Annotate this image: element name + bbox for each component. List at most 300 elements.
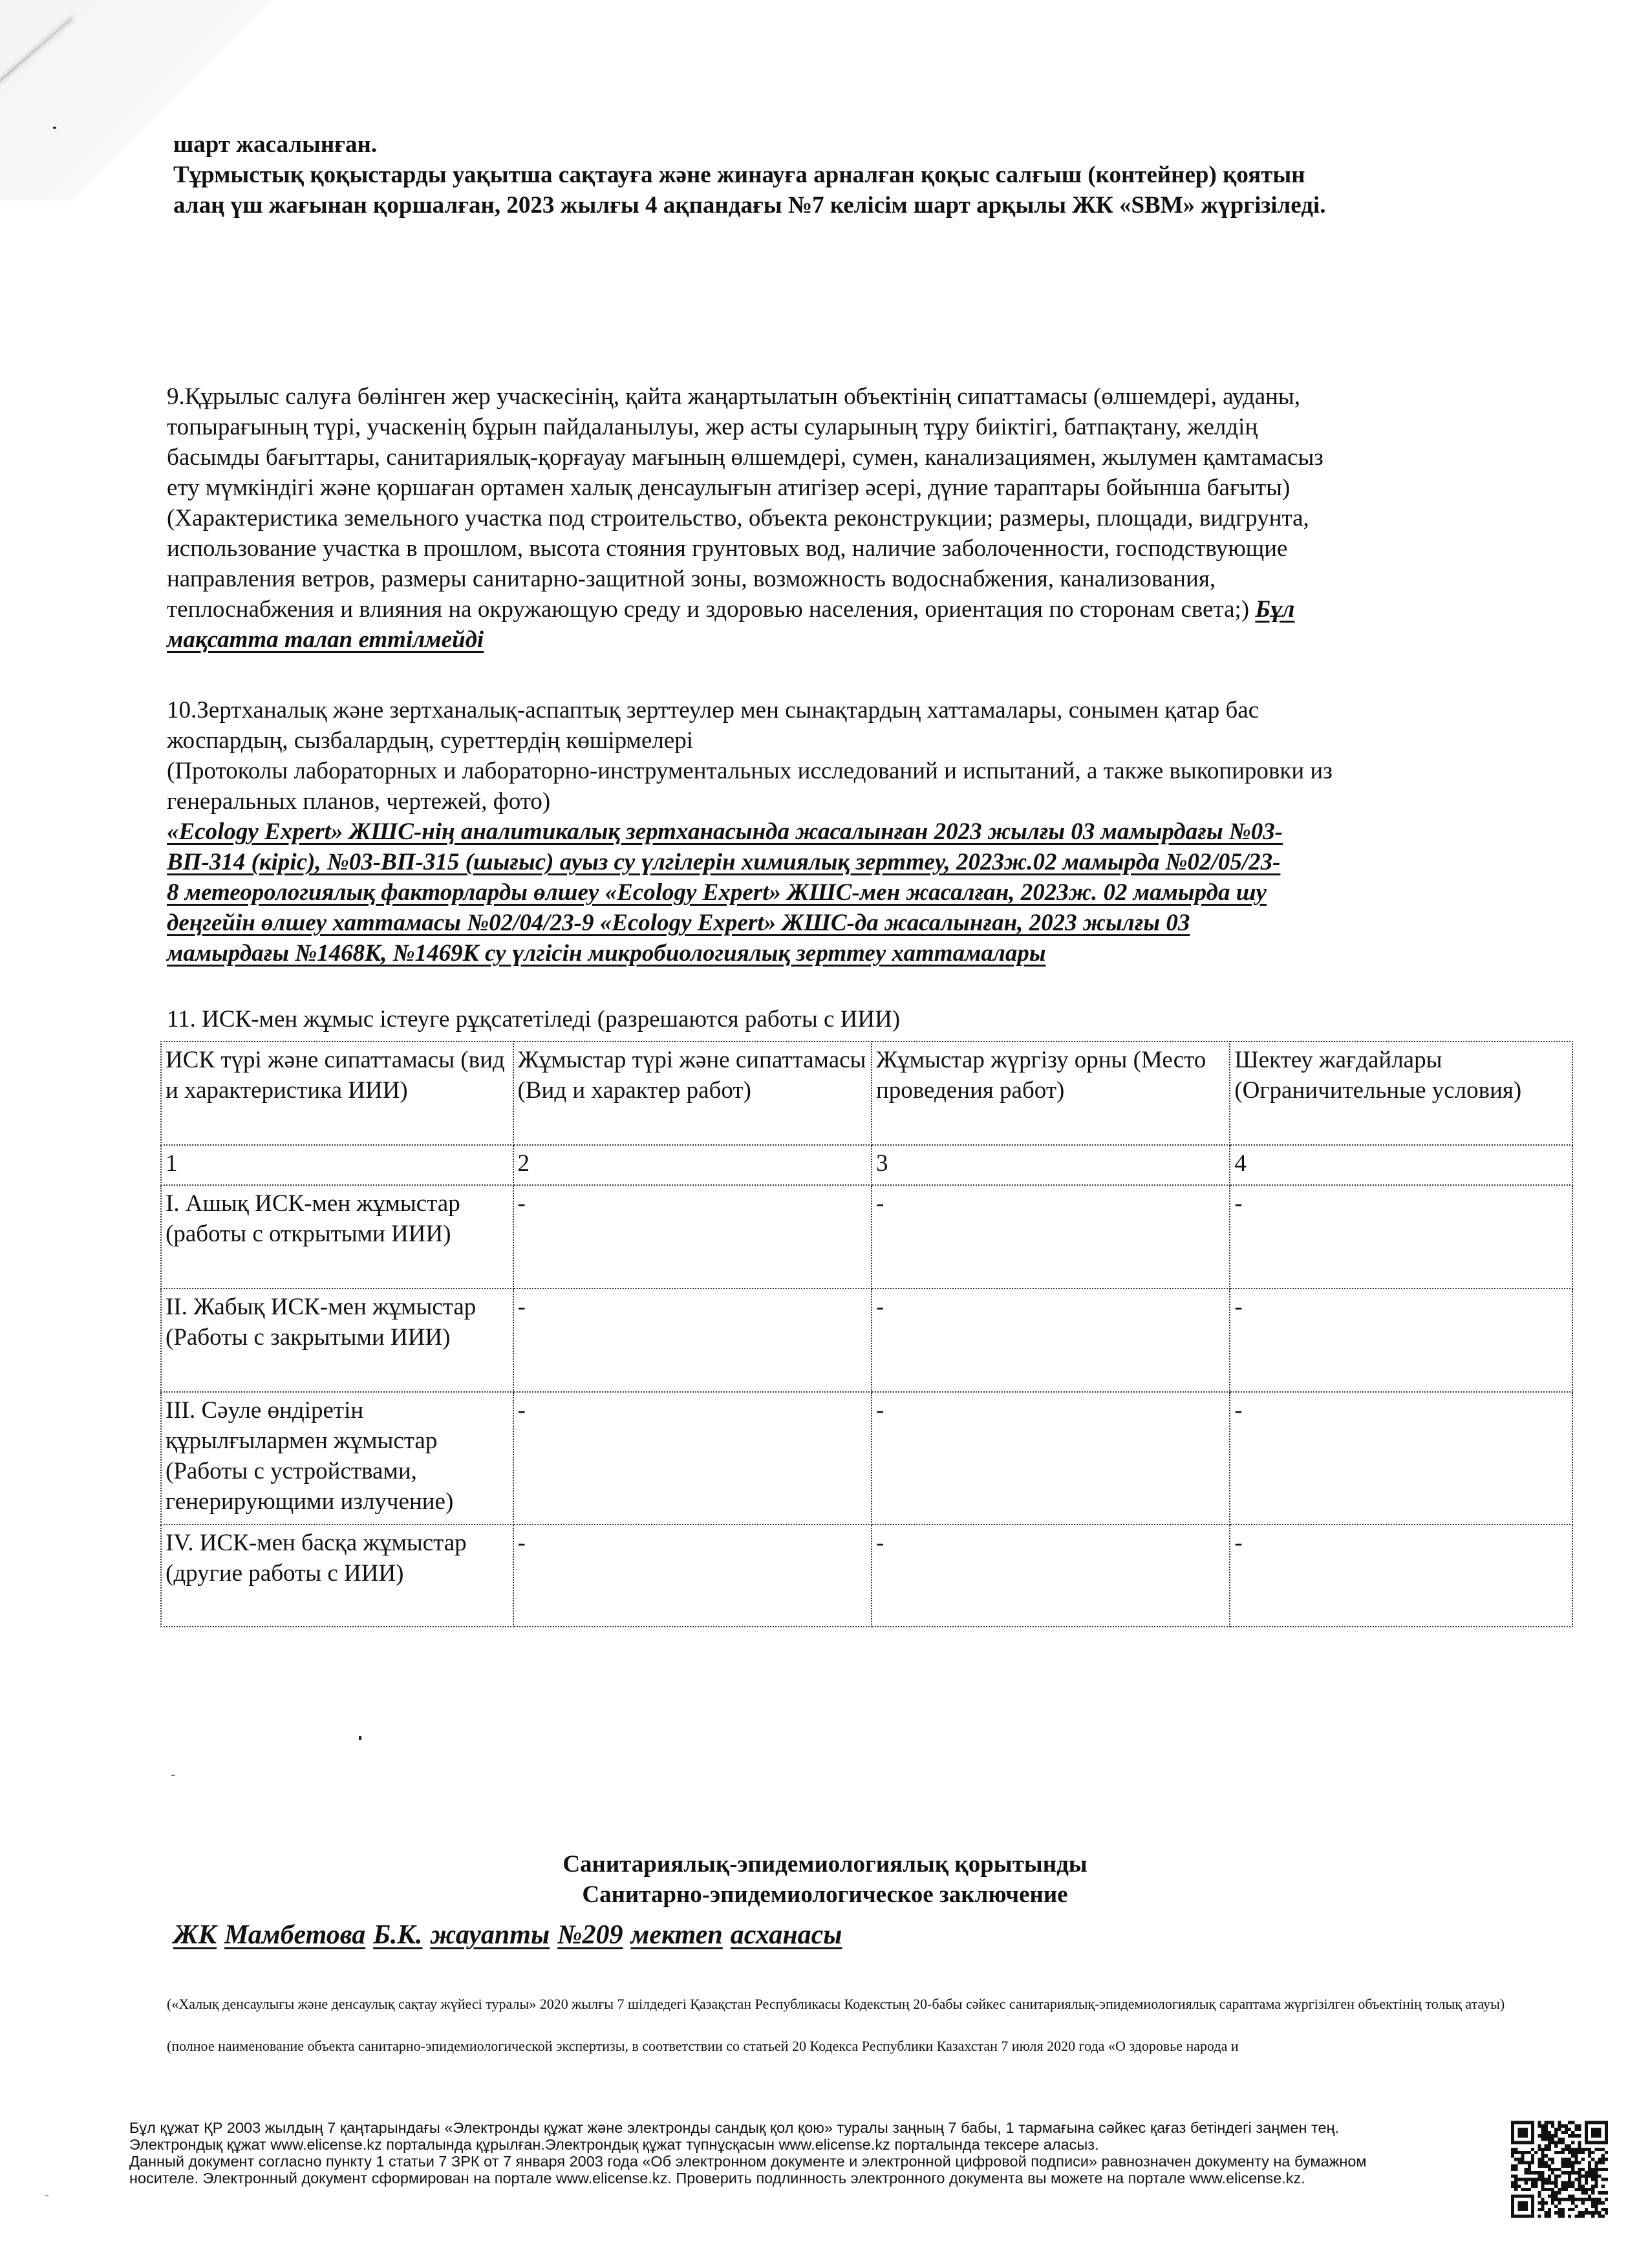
qr-module xyxy=(1574,2124,1578,2128)
qr-module xyxy=(1545,2181,1548,2185)
qr-module xyxy=(1551,2198,1554,2201)
qr-module xyxy=(1554,2205,1558,2208)
qr-module xyxy=(1565,2124,1568,2128)
qr-module xyxy=(1591,2174,1594,2177)
qr-module xyxy=(1525,2181,1528,2185)
qr-module xyxy=(1578,2134,1581,2137)
table-cell: - xyxy=(872,1185,1230,1289)
section-9-line: (Характеристика земельного участка под строительство, объекта реконструкции; размеры, площади, видгрунта, xyxy=(167,505,1309,531)
table-cell: - xyxy=(513,1289,872,1392)
qr-module xyxy=(1598,2201,1601,2205)
object-name-word: Б.К. xyxy=(373,1920,423,1950)
qr-module xyxy=(1568,2121,1571,2124)
qr-module xyxy=(1568,2148,1571,2151)
qr-module xyxy=(1511,2151,1514,2154)
qr-module xyxy=(1538,2161,1541,2165)
qr-module xyxy=(1551,2194,1554,2198)
qr-module xyxy=(1554,2211,1558,2214)
qr-code-icon[interactable] xyxy=(1511,2119,1608,2220)
qr-module xyxy=(1531,2177,1534,2181)
qr-module xyxy=(1521,2151,1525,2154)
qr-module xyxy=(1594,2177,1598,2181)
section-10-line: жоспардың, сызбалардың, суреттердің көшірмелері xyxy=(167,727,694,754)
qr-module xyxy=(1548,2121,1551,2124)
qr-module xyxy=(1574,2171,1578,2174)
qr-module xyxy=(1558,2137,1561,2141)
qr-module xyxy=(1578,2185,1581,2188)
qr-module xyxy=(1545,2188,1548,2191)
table-header-cell: Жұмыстар түрі және сипаттамасы (Вид и характер работ) xyxy=(513,1042,872,1145)
qr-module xyxy=(1531,2157,1534,2161)
qr-module xyxy=(1538,2191,1541,2194)
qr-module xyxy=(1525,2177,1528,2181)
qr-module xyxy=(1594,2161,1598,2165)
footer-line: носителе. Электронный документ сформирован на портале www.elicense.kz. Проверить подлинность электронного документа вы можете на портале www.elicense.kz. xyxy=(129,2170,1305,2187)
qr-module xyxy=(1578,2214,1581,2218)
qr-module xyxy=(1548,2214,1551,2218)
qr-module xyxy=(1571,2198,1574,2201)
qr-module xyxy=(1514,2185,1517,2188)
table-header-cell: ИСК түрі және сипаттамасы (вид и характеристика ИИИ) xyxy=(161,1042,513,1145)
qr-module xyxy=(1565,2148,1568,2151)
qr-module xyxy=(1588,2168,1591,2171)
qr-module xyxy=(1594,2148,1598,2151)
qr-module xyxy=(1605,2168,1608,2171)
qr-module xyxy=(1541,2198,1545,2201)
qr-module xyxy=(1571,2131,1574,2134)
qr-module xyxy=(1517,2128,1528,2138)
qr-module xyxy=(1605,2208,1608,2211)
qr-module xyxy=(1554,2168,1558,2171)
scan-speck xyxy=(53,127,56,129)
qr-module xyxy=(1521,2161,1525,2165)
qr-module xyxy=(1541,2165,1545,2168)
qr-module xyxy=(1581,2201,1585,2205)
qr-module xyxy=(1578,2148,1581,2151)
object-name xyxy=(173,1920,850,1951)
qr-module xyxy=(1568,2208,1571,2211)
qr-module xyxy=(1511,2181,1514,2185)
qr-module xyxy=(1591,2211,1594,2214)
table-header-cell: Шектеу жағдайлары (Ограничительные условия) xyxy=(1230,1042,1572,1145)
qr-module xyxy=(1534,2185,1538,2188)
table-cell: - xyxy=(872,1524,1230,1627)
qr-module xyxy=(1588,2198,1591,2201)
qr-module xyxy=(1581,2185,1585,2188)
qr-module xyxy=(1594,2168,1598,2171)
qr-module xyxy=(1602,2161,1605,2165)
qr-module xyxy=(1561,2131,1565,2134)
qr-module xyxy=(1578,2198,1581,2201)
section-9-answer-start: Бұл xyxy=(1255,596,1295,623)
qr-module xyxy=(1605,2157,1608,2161)
qr-module xyxy=(1558,2191,1561,2194)
qr-module xyxy=(1591,2205,1594,2208)
qr-module xyxy=(1538,2171,1541,2174)
qr-module xyxy=(1591,2177,1594,2181)
qr-module xyxy=(1514,2148,1517,2151)
qr-module xyxy=(1605,2177,1608,2181)
qr-module xyxy=(1531,2154,1534,2157)
qr-module xyxy=(1561,2141,1565,2145)
qr-module xyxy=(1551,2137,1554,2141)
qr-module xyxy=(1511,2148,1514,2151)
section-9-line: 9.Құрылыс салуға бөлінген жер учаскесінің, қайта жаңартылатын объектінің сипаттамасы (өлшемдері, ауданы, xyxy=(167,383,1301,410)
object-name-word: асханасы xyxy=(730,1920,842,1950)
table-cell: - xyxy=(872,1289,1230,1392)
qr-module xyxy=(1578,2177,1581,2181)
qr-module xyxy=(1571,2194,1574,2198)
qr-module xyxy=(1554,2128,1558,2131)
qr-module xyxy=(1571,2161,1574,2165)
qr-module xyxy=(1605,2151,1608,2154)
qr-module xyxy=(1568,2161,1571,2165)
qr-module xyxy=(1541,2137,1545,2141)
table-cell: III. Сәуле өндіретін құрылғылармен жұмыстар (Работы с устройствами, генерирующими излучение) xyxy=(161,1392,513,1524)
table-header-row xyxy=(161,1042,1572,1145)
qr-module xyxy=(1541,2181,1545,2185)
qr-module xyxy=(1581,2188,1585,2191)
column-number-cell: 4 xyxy=(1230,1145,1572,1185)
qr-module xyxy=(1588,2148,1591,2151)
qr-module xyxy=(1511,2154,1514,2157)
qr-module xyxy=(1558,2198,1561,2201)
table-row xyxy=(161,1392,1572,1524)
qr-module xyxy=(1561,2171,1565,2174)
qr-module xyxy=(1585,2198,1588,2201)
qr-module xyxy=(1578,2171,1581,2174)
qr-module xyxy=(1541,2154,1545,2157)
qr-module xyxy=(1545,2161,1548,2165)
qr-module xyxy=(1571,2201,1574,2205)
qr-module xyxy=(1538,2201,1541,2205)
qr-module xyxy=(1561,2137,1565,2141)
table-cell: - xyxy=(1230,1524,1572,1627)
qr-module xyxy=(1578,2211,1581,2214)
qr-module xyxy=(1561,2161,1565,2165)
qr-module xyxy=(1548,2145,1551,2148)
qr-module xyxy=(1594,2208,1598,2211)
qr-module xyxy=(1561,2185,1565,2188)
table-cell: I. Ашық ИСК-мен жұмыстар (работы с открытыми ИИИ) xyxy=(161,1185,513,1289)
qr-module xyxy=(1591,2185,1594,2188)
qr-module xyxy=(1591,2128,1602,2138)
qr-module xyxy=(1568,2128,1571,2131)
qr-module xyxy=(1531,2161,1534,2165)
qr-module xyxy=(1574,2134,1578,2137)
qr-module xyxy=(1541,2185,1545,2188)
qr-module xyxy=(1538,2208,1541,2211)
qr-module xyxy=(1565,2198,1568,2201)
qr-module xyxy=(1545,2134,1548,2137)
qr-module xyxy=(1574,2205,1578,2208)
scan-speck xyxy=(359,1736,361,1740)
qr-module xyxy=(1561,2148,1565,2151)
section-9-line: топырағының түрі, учаскенің бұрын пайдаланылуы, жер асты суларының тұру биіктігі, батпақтану, желдің xyxy=(167,414,1258,440)
qr-module xyxy=(1517,2151,1521,2154)
qr-module xyxy=(1551,2134,1554,2137)
qr-module xyxy=(1578,2151,1581,2154)
qr-module xyxy=(1602,2208,1605,2211)
footer-line: Данный документ согласно пункту 1 статьи 7 ЗРК от 7 января 2003 года «Об электронном документе и электронной цифровой подписи» равнозначен документу на бумажном xyxy=(129,2153,1367,2170)
qr-module xyxy=(1525,2161,1528,2165)
qr-module xyxy=(1591,2191,1594,2194)
qr-module xyxy=(1594,2198,1598,2201)
qr-module xyxy=(1602,2148,1605,2151)
section-10-answer-line: 8 метеорологиялық факторларды өлшеу «Ecology Expert» ЖШС-мен жасалған, 2023ж. 02 мамырда шу xyxy=(167,879,1267,906)
waste-container-paragraph xyxy=(173,129,1596,220)
qr-module xyxy=(1528,2165,1531,2168)
qr-module xyxy=(1578,2168,1581,2171)
qr-module xyxy=(1561,2181,1565,2185)
qr-module xyxy=(1591,2168,1594,2171)
qr-module xyxy=(1517,2185,1521,2188)
qr-module xyxy=(1561,2165,1565,2168)
qr-module xyxy=(1578,2128,1581,2131)
qr-module xyxy=(1528,2171,1531,2174)
qr-module xyxy=(1585,2181,1588,2185)
qr-module xyxy=(1568,2145,1571,2148)
qr-module xyxy=(1594,2174,1598,2177)
qr-module xyxy=(1594,2165,1598,2168)
qr-module xyxy=(1545,2124,1548,2128)
qr-module xyxy=(1538,2121,1541,2124)
qr-module xyxy=(1568,2151,1571,2154)
qr-module xyxy=(1581,2198,1585,2201)
qr-module xyxy=(1551,2191,1554,2194)
qr-module xyxy=(1514,2188,1517,2191)
qr-module xyxy=(1558,2214,1561,2218)
table-cell: - xyxy=(1230,1185,1572,1289)
table-cell: IV. ИСК-мен басқа жұмыстар (другие работы с ИИИ) xyxy=(161,1524,513,1627)
object-note-ru: (полное наименование объекта санитарно-эпидемиологической экспертизы, в соответствии со статьей 20 Кодекса Республики Казахстан 7 июля 2020 года «О здоровье народа и xyxy=(167,2038,1239,2054)
conclusion-title xyxy=(0,1849,1650,1910)
qr-module xyxy=(1528,2151,1531,2154)
qr-module xyxy=(1568,2171,1571,2174)
qr-module xyxy=(1541,2208,1545,2211)
qr-module xyxy=(1561,2157,1565,2161)
section-9-line: басымды бағыттары, санитариялық-қорғауау мағының өлшемдері, сумен, канализациямен, жылумен қамтамасыз xyxy=(167,444,1323,471)
qr-module xyxy=(1554,2177,1558,2181)
qr-module xyxy=(1574,2161,1578,2165)
qr-module xyxy=(1591,2151,1594,2154)
column-number-cell: 3 xyxy=(872,1145,1230,1185)
object-name-word: Мамбетова xyxy=(224,1920,366,1950)
e-document-footer xyxy=(129,2119,1487,2187)
qr-module xyxy=(1581,2157,1585,2161)
qr-module xyxy=(1541,2205,1545,2208)
qr-module xyxy=(1545,2165,1548,2168)
qr-module xyxy=(1578,2181,1581,2185)
qr-module xyxy=(1541,2201,1545,2205)
qr-module xyxy=(1541,2148,1545,2151)
table-column-number-row xyxy=(161,1145,1572,1185)
qr-module xyxy=(1598,2174,1601,2177)
qr-module xyxy=(1568,2181,1571,2185)
qr-module xyxy=(1585,2148,1588,2151)
qr-module xyxy=(1561,2124,1565,2128)
qr-module xyxy=(1602,2191,1605,2194)
column-number-cell: 1 xyxy=(161,1145,513,1185)
qr-module xyxy=(1565,2171,1568,2174)
qr-module xyxy=(1588,2188,1591,2191)
section-9-answer-end: мақсатта талап еттілмейді xyxy=(167,626,484,653)
qr-module xyxy=(1585,2208,1588,2211)
qr-module xyxy=(1571,2121,1574,2124)
qr-module xyxy=(1558,2141,1561,2145)
qr-module xyxy=(1558,2128,1561,2131)
column-number-cell: 2 xyxy=(513,1145,872,1185)
section-10-answer-line: «Ecology Expert» ЖШС-нің аналитикалық зертханасында жасалынған 2023 жылғы 03 мамырдағы №03- xyxy=(167,818,1283,845)
qr-module xyxy=(1531,2171,1534,2174)
qr-module xyxy=(1581,2148,1585,2151)
qr-module xyxy=(1545,2177,1548,2181)
qr-module xyxy=(1561,2211,1565,2214)
qr-module xyxy=(1594,2201,1598,2205)
qr-module xyxy=(1541,2177,1545,2181)
qr-module xyxy=(1548,2188,1551,2191)
qr-module xyxy=(1551,2124,1554,2128)
qr-module xyxy=(1554,2185,1558,2188)
qr-module xyxy=(1551,2121,1554,2124)
qr-module xyxy=(1571,2134,1574,2137)
qr-module xyxy=(1568,2198,1571,2201)
qr-module xyxy=(1571,2168,1574,2171)
qr-module xyxy=(1554,2145,1558,2148)
qr-module xyxy=(1568,2134,1571,2137)
qr-module xyxy=(1581,2211,1585,2214)
qr-module xyxy=(1514,2174,1517,2177)
footer-line: Электрондық құжат www.elicense.kz порталында құрылған.Электрондық құжат түпнұсқасын www.elicense.kz порталында тексере аласыз. xyxy=(129,2136,1099,2153)
qr-module xyxy=(1514,2168,1517,2171)
section-10-line: (Протоколы лабораторных и лабораторно-инструментальных исследований и испытаний, а также выкопировки из xyxy=(167,758,1333,784)
qr-module xyxy=(1578,2141,1581,2145)
qr-module xyxy=(1574,2157,1578,2161)
qr-module xyxy=(1514,2177,1517,2181)
qr-module xyxy=(1548,2157,1551,2161)
qr-module xyxy=(1581,2191,1585,2194)
qr-module xyxy=(1581,2151,1585,2154)
qr-module xyxy=(1594,2205,1598,2208)
qr-module xyxy=(1558,2201,1561,2205)
qr-module xyxy=(1598,2198,1601,2201)
qr-module xyxy=(1551,2168,1554,2171)
qr-module xyxy=(1541,2171,1545,2174)
qr-module xyxy=(1541,2124,1545,2128)
top-line-2: Тұрмыстық қоқыстарды уақытша сақтауға және жинауға арналған қоқыс салғыш (контейнер) қоятын xyxy=(173,162,1305,188)
qr-module xyxy=(1571,2185,1574,2188)
qr-module xyxy=(1551,2171,1554,2174)
qr-module xyxy=(1511,2185,1514,2188)
qr-module xyxy=(1538,2157,1541,2161)
qr-module xyxy=(1558,2208,1561,2211)
qr-module xyxy=(1605,2198,1608,2201)
section-10-line: 10.Зертханалық және зертханалық-аспаптық зерттеулер мен сынақтардың хаттамалары, сонымен қатар бас xyxy=(167,697,1259,723)
qr-module xyxy=(1605,2191,1608,2194)
qr-module xyxy=(1574,2177,1578,2181)
qr-module xyxy=(1541,2128,1545,2131)
top-line-3: алаң үш жағынан қоршалған, 2023 жылғы 4 ақпандағы №7 келісім шарт арқылы ЖК «SBM» жүргізіледі. xyxy=(173,192,1326,219)
section-10-answer-line: деңгейін өлшеу хаттамасы №02/04/23-9 «Ecology Expert» ЖШС-да жасалынған, 2023 жылғы 03 xyxy=(167,910,1190,936)
qr-module xyxy=(1591,2214,1594,2218)
qr-module xyxy=(1571,2148,1574,2151)
qr-module xyxy=(1585,2171,1588,2174)
qr-module xyxy=(1598,2168,1601,2171)
qr-module xyxy=(1591,2171,1594,2174)
qr-module xyxy=(1528,2168,1531,2171)
qr-module xyxy=(1585,2174,1588,2177)
section-9-line: направления ветров, размеры санитарно-защитной зоны, возможность водоснабжения, канализования, xyxy=(167,566,1216,592)
qr-module xyxy=(1574,2151,1578,2154)
qr-module xyxy=(1565,2145,1568,2148)
qr-module xyxy=(1561,2198,1565,2201)
section-9-line: ету мүмкіндігі және қоршаған ортамен халық денсаулығын атигізер әсері, дүние тараптары бойынша бағыты) xyxy=(167,475,1291,501)
qr-module xyxy=(1525,2168,1528,2171)
qr-module xyxy=(1545,2148,1548,2151)
qr-module xyxy=(1541,2131,1545,2134)
qr-module xyxy=(1545,2121,1548,2124)
qr-module xyxy=(1591,2198,1594,2201)
qr-module xyxy=(1594,2211,1598,2214)
qr-module xyxy=(1602,2168,1605,2171)
qr-module xyxy=(1517,2157,1521,2161)
qr-module xyxy=(1578,2174,1581,2177)
section-10-answer-line: мамырдағы №1468К, №1469К су үлгісін микробиологиялық зерттеу хаттамалары xyxy=(167,940,1046,967)
qr-module xyxy=(1554,2174,1558,2177)
qr-module xyxy=(1525,2188,1528,2191)
qr-module xyxy=(1548,2168,1551,2171)
conclusion-title-ru: Санитарно-эпидемиологическое заключение xyxy=(582,1881,1068,1908)
qr-module xyxy=(1578,2145,1581,2148)
qr-module xyxy=(1565,2128,1568,2131)
qr-module xyxy=(1565,2185,1568,2188)
qr-module xyxy=(1574,2148,1578,2151)
qr-module xyxy=(1588,2194,1591,2198)
qr-module xyxy=(1568,2185,1571,2188)
conclusion-title-kz: Санитариялық-эпидемиологиялық қорытынды xyxy=(562,1851,1088,1878)
qr-module xyxy=(1521,2154,1525,2157)
qr-module xyxy=(1591,2201,1594,2205)
qr-module xyxy=(1514,2165,1517,2168)
qr-module xyxy=(1554,2141,1558,2145)
qr-module xyxy=(1511,2168,1514,2171)
qr-module xyxy=(1545,2201,1548,2205)
qr-module xyxy=(1548,2177,1551,2181)
qr-module xyxy=(1578,2188,1581,2191)
qr-module xyxy=(1558,2174,1561,2177)
qr-module xyxy=(1554,2181,1558,2185)
qr-module xyxy=(1571,2171,1574,2174)
qr-module xyxy=(1541,2174,1545,2177)
qr-module xyxy=(1591,2188,1594,2191)
qr-module xyxy=(1598,2211,1601,2214)
qr-module xyxy=(1525,2151,1528,2154)
qr-module xyxy=(1571,2208,1574,2211)
qr-module xyxy=(1598,2214,1601,2218)
qr-module xyxy=(1561,2188,1565,2191)
qr-module xyxy=(1548,2131,1551,2134)
qr-module xyxy=(1534,2181,1538,2185)
table-cell: - xyxy=(872,1392,1230,1524)
qr-module xyxy=(1588,2174,1591,2177)
scan-speck xyxy=(171,1775,175,1776)
qr-module xyxy=(1545,2137,1548,2141)
qr-module xyxy=(1554,2194,1558,2198)
qr-module xyxy=(1588,2211,1591,2214)
qr-module xyxy=(1538,2134,1541,2137)
qr-module xyxy=(1571,2141,1574,2145)
qr-module xyxy=(1588,2171,1591,2174)
